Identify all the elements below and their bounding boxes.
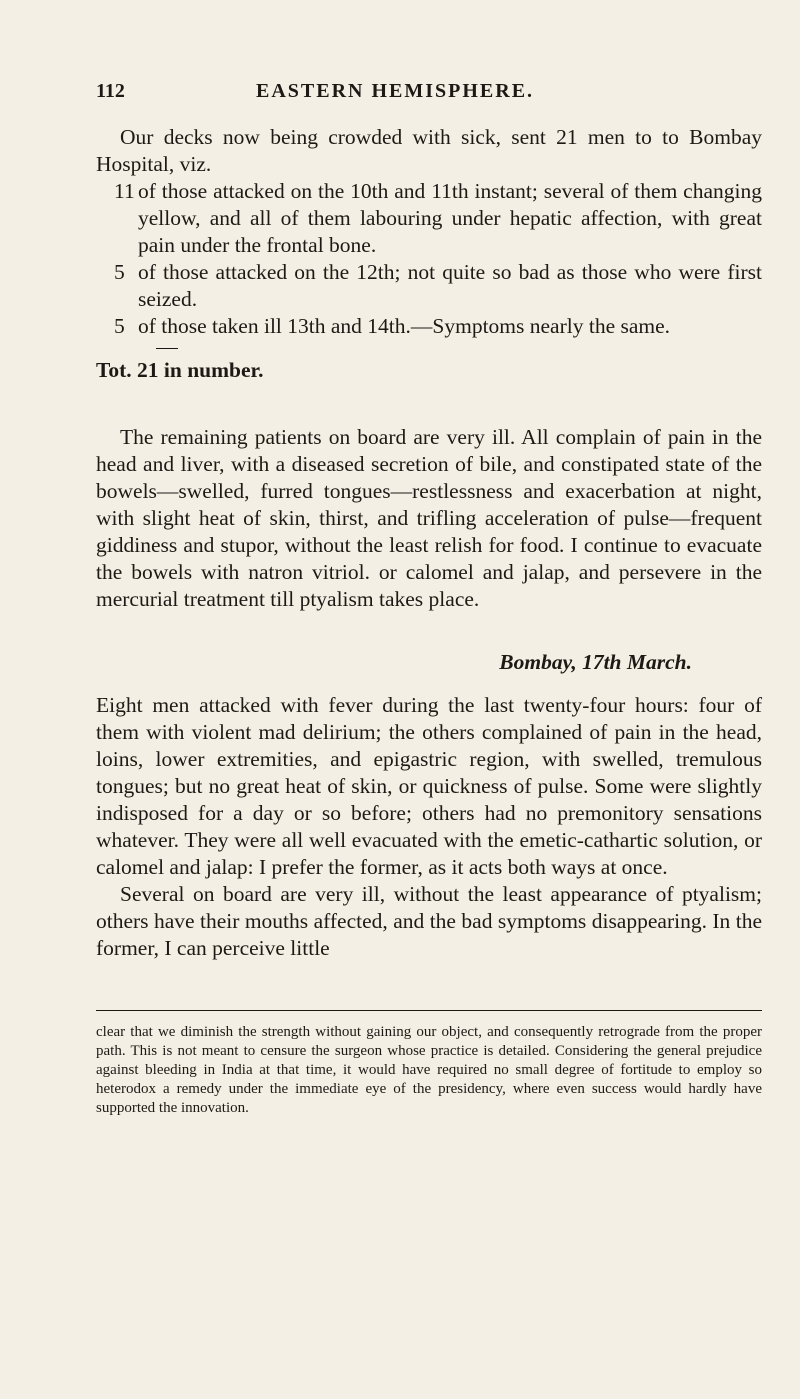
footnote-rule xyxy=(96,1010,762,1011)
paragraph-several-on-board: Several on board are very ill, without the least appearance of ptyalism; others have their mouths affected, and the bad symptoms disappearing. In the former, I can perceive little xyxy=(96,882,762,960)
page-header xyxy=(96,80,760,110)
dateline: Bombay, 17th March. xyxy=(499,650,692,674)
main-text xyxy=(96,124,762,962)
item-text: of those attacked on the 12th; not quite so bad as those who were first seized. xyxy=(138,260,762,311)
item-count: 11 xyxy=(114,179,135,203)
footnote: clear that we diminish the strength without gaining our object, and consequently retrograde from the proper path. This is not meant to censure the surgeon whose practice is detailed. Considering the general prejudice against bleeding in India at that time, it would have required no small degree of fortitude to employ so heterodox a remedy under the immediate eye of the presidency, where even success would hardly have supported the innovation. xyxy=(96,1024,762,1116)
item-count: 5 xyxy=(114,260,125,284)
spacer xyxy=(96,384,762,424)
item-count: 5 xyxy=(114,314,125,338)
running-title: EASTERN HEMISPHERE. xyxy=(256,80,535,102)
sum-rule xyxy=(156,348,178,349)
list-item xyxy=(96,178,762,259)
intro-paragraph: Our decks now being crowded with sick, sent 21 men to to Bombay Hospital, viz. xyxy=(96,125,762,176)
item-text: of those taken ill 13th and 14th.—Symptoms nearly the same. xyxy=(138,314,671,338)
paragraph-remaining-patients: The remaining patients on board are very ill. All complain of pain in the head and liver, with a diseased secretion of bile, and constipated state of the bowels—swelled, furred tongues—restlessness and exacerbation at night, with slight heat of skin, thirst, and trifling acceleration of pulse—frequent giddiness and stupor, without the least relish for food. I continue to evacuate the bowels with natron vitriol. or calomel and jalap, and persevere in the mercurial treatment till ptyalism takes place. xyxy=(96,425,762,611)
item-text: of those attacked on the 10th and 11th instant; several of them changing yellow, and all of them labouring under hepatic affection, with great pain under the frontal bone. xyxy=(138,179,762,257)
total-line: Tot. 21 in number. xyxy=(96,358,264,382)
list-item xyxy=(96,313,762,340)
list-item xyxy=(96,259,762,313)
paragraph-eight-men: Eight men attacked with fever during the last twenty-four hours: four of them with violent mad delirium; the others complained of pain in the head, loins, lower extremities, and epigastric region, with swelled, tremulous tongues; but no great heat of skin, or quickness of pulse. Some were slightly indisposed for a day or so before; others had no premonitory sensations whatever. They were all well evacuated with the emetic-cathartic solution, or calomel and jalap: I prefer the former, as it acts both ways at once. xyxy=(96,693,762,879)
page-number: 112 xyxy=(96,80,125,102)
